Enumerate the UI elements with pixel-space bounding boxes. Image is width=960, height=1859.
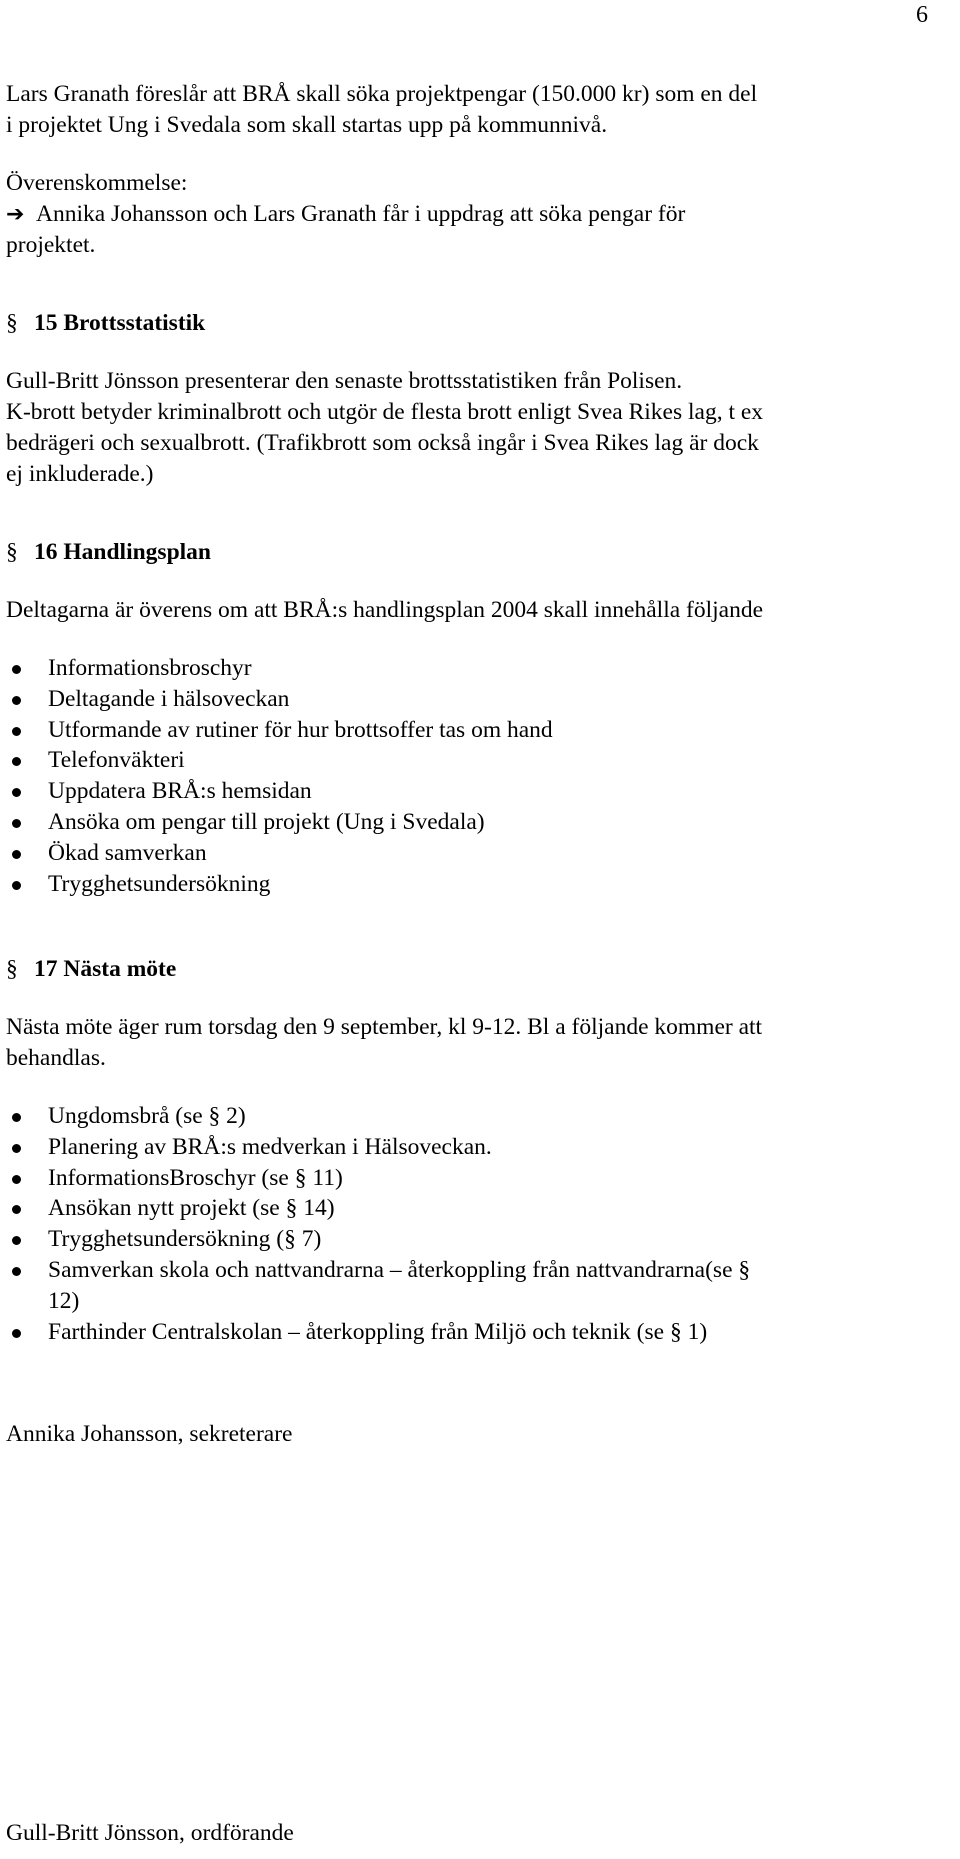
agreement-label: Överenskommelse: [6, 170, 188, 196]
list-item-continuation: 12) [48, 1287, 80, 1314]
bullet-icon [12, 1113, 21, 1122]
section-16-title: 16 Handlingsplan [34, 539, 211, 565]
section-15-title: 15 Brottsstatistik [34, 310, 206, 336]
bullet-icon [12, 665, 21, 674]
secretary-signature: Annika Johansson, sekreterare [6, 1421, 293, 1447]
bullet-icon [12, 788, 21, 797]
agreement-text: Annika Johansson och Lars Granath får i uppdrag att söka pengar för [36, 201, 686, 227]
list-item: Farthinder Centralskolan – återkoppling från Miljö och teknik (se § 1) [6, 1317, 954, 1348]
bullet-icon [12, 819, 21, 828]
bullet-icon [12, 696, 21, 705]
intro-line-1: Lars Granath föreslår att BRÅ skall söka projektpengar (150.000 kr) som en del [6, 81, 758, 107]
section-17-list [6, 1101, 954, 1347]
bullet-icon [12, 1267, 21, 1276]
section-16-intro: Deltagarna är överens om att BRÅ:s handlingsplan 2004 skall innehålla följande [6, 597, 764, 623]
agreement-line-2: projektet. [6, 232, 96, 258]
list-item: Ungdomsbrå (se § 2) [6, 1101, 954, 1132]
bullet-icon [12, 1329, 21, 1338]
list-item: Ansökan nytt projekt (se § 14) [6, 1193, 954, 1224]
section-17-heading [6, 954, 176, 985]
chair-signature: Gull-Britt Jönsson, ordförande [6, 1820, 294, 1846]
bullet-icon [12, 881, 21, 890]
arrow-right-icon: ➔ [6, 202, 25, 227]
list-item: Ökad samverkan [6, 838, 954, 869]
section-17-intro-line-1: Nästa möte äger rum torsdag den 9 september, kl 9-12. Bl a följande kommer att [6, 1014, 763, 1040]
list-item: Utformande av rutiner för hur brottsoffer tas om hand [6, 715, 954, 746]
list-item: Ansöka om pengar till projekt (Ung i Svedala) [6, 807, 954, 838]
list-item: InformationsBroschyr (se § 11) [6, 1163, 954, 1194]
list-item: Trygghetsundersökning (§ 7) [6, 1224, 954, 1255]
section-mark: § [6, 956, 18, 982]
bullet-icon [12, 1175, 21, 1184]
agreement-line-1 [6, 199, 954, 230]
section-mark: § [6, 310, 18, 336]
section-16-heading [6, 537, 211, 568]
bullet-icon [12, 1236, 21, 1245]
page-number: 6 [916, 2, 928, 28]
bullet-icon [12, 1205, 21, 1214]
list-item: Planering av BRÅ:s medverkan i Hälsoveckan. [6, 1132, 954, 1163]
section-15-heading [6, 308, 205, 339]
bullet-icon [12, 1144, 21, 1153]
section-15-line-3: bedrägeri och sexualbrott. (Trafikbrott som också ingår i Svea Rikes lag är dock [6, 430, 759, 456]
section-17-intro-line-2: behandlas. [6, 1045, 106, 1071]
list-item: Telefonväkteri [6, 745, 954, 776]
list-item: Deltagande i hälsoveckan [6, 684, 954, 715]
section-15-line-4: ej inkluderade.) [6, 461, 154, 487]
section-16-list [6, 653, 954, 899]
list-item: Informationsbroschyr [6, 653, 954, 684]
bullet-icon [12, 727, 21, 736]
bullet-icon [12, 850, 21, 859]
intro-line-2: i projektet Ung i Svedala som skall startas upp på kommunnivå. [6, 112, 608, 138]
section-15-line-1: Gull-Britt Jönsson presenterar den senaste brottsstatistiken från Polisen. [6, 368, 683, 394]
section-mark: § [6, 539, 18, 565]
section-17-title: 17 Nästa möte [34, 956, 177, 982]
list-item: Trygghetsundersökning [6, 869, 954, 900]
section-15-line-2: K-brott betyder kriminalbrott och utgör de flesta brott enligt Svea Rikes lag, t ex [6, 399, 764, 425]
list-item: Uppdatera BRÅ:s hemsidan [6, 776, 954, 807]
list-item: Samverkan skola och nattvandrarna – återkoppling från nattvandrarna(se § [6, 1255, 954, 1286]
bullet-icon [12, 757, 21, 766]
